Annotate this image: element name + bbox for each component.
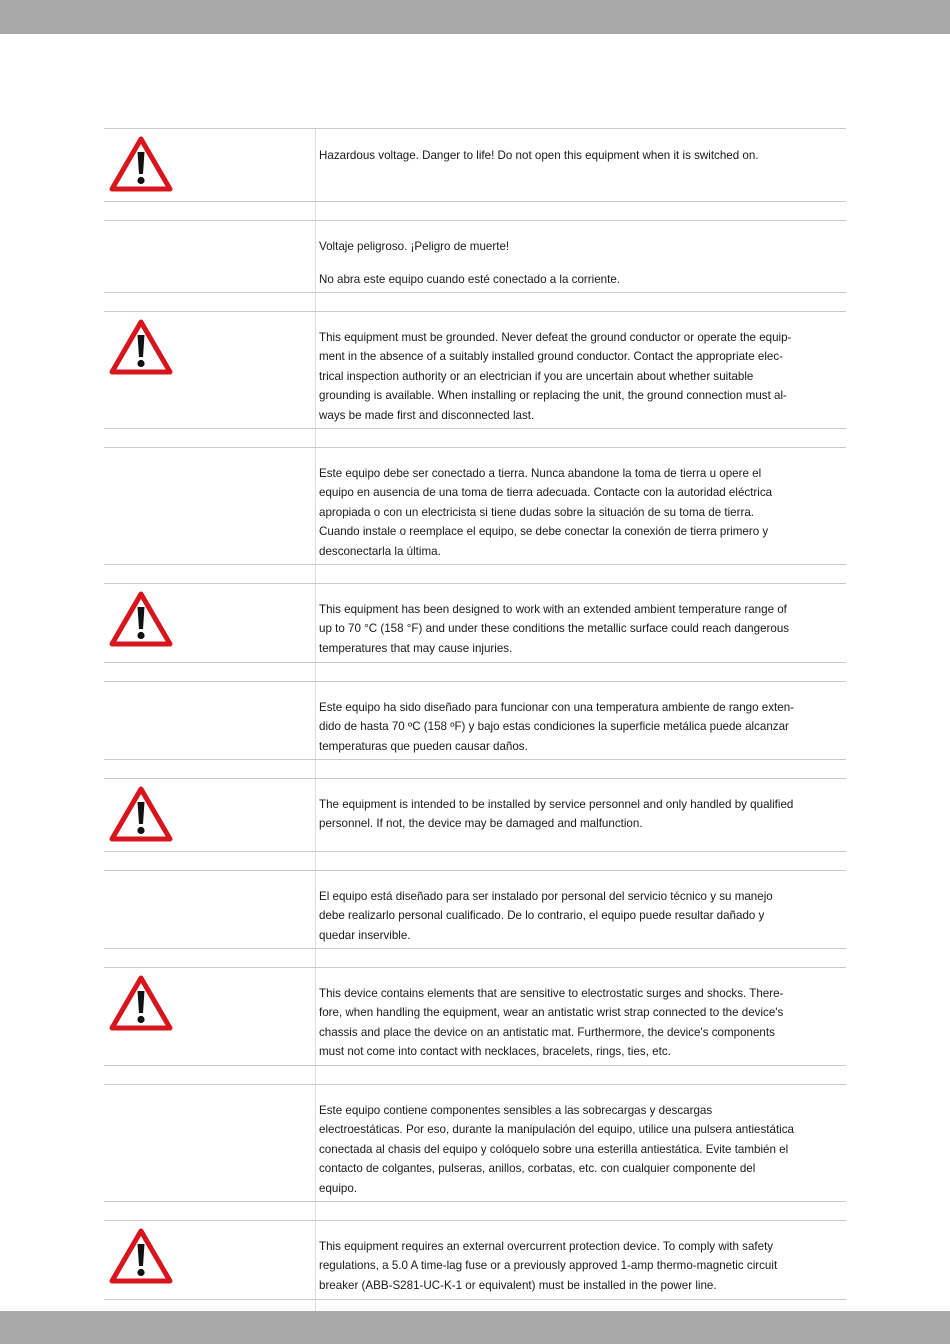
- warning-text-line: fore, when handling the equipment, wear an antistatic wrist strap connected to the device's: [319, 1006, 784, 1020]
- warning-text-line: contacto de colgantes, pulseras, anillos, corbatas, etc. con cualquier componente del: [319, 1162, 756, 1176]
- icon-cell: [104, 448, 315, 564]
- icon-cell: [104, 1085, 315, 1201]
- warning-text-cell: [315, 968, 846, 1065]
- warning-row-es: [104, 1084, 846, 1201]
- icon-cell: [104, 1221, 315, 1299]
- warning-text-cell: [315, 871, 846, 948]
- warning-text-line: personnel. If not, the device may be damaged and malfunction.: [319, 817, 643, 831]
- top-bar: [0, 0, 950, 34]
- warning-row-en: [104, 583, 846, 662]
- warning-triangle-icon: [108, 785, 174, 848]
- warning-text-line: Este equipo debe ser conectado a tierra. Nunca abandone la toma de tierra u opere el: [319, 467, 762, 480]
- icon-cell: [104, 221, 315, 292]
- warning-text-line: This equipment must be grounded. Never defeat the ground conductor or operate the equip-: [319, 331, 792, 344]
- warning-row-en: [104, 967, 846, 1065]
- icon-cell: [104, 312, 315, 428]
- warning-text-line: must not come into contact with necklaces, bracelets, rings, ties, etc.: [319, 1045, 671, 1059]
- warning-text-cell: [315, 129, 846, 201]
- warning-text-line: equipo.: [319, 1181, 358, 1195]
- warning-text-line: apropiada o con un electricista si tiene dudas sobre la situación de su toma de tierra.: [319, 505, 755, 519]
- row-separator: [104, 564, 846, 583]
- warning-text-cell: [315, 221, 846, 292]
- icon-cell: [104, 968, 315, 1065]
- warning-text-line: El equipo está diseñado para ser instalado por personal del servicio técnico y su manejo: [319, 890, 773, 903]
- warning-row-es: [104, 870, 846, 948]
- icon-cell: [104, 129, 315, 201]
- warning-text-line: dido de hasta 70 ºC (158 ºF) y bajo estas condiciones la superficie metálica puede alcanzar: [319, 720, 789, 734]
- icon-cell: [104, 871, 315, 948]
- warning-text-line: Cuando instale o reemplace el equipo, se debe conectar la conexión de tierra primero y: [319, 525, 769, 539]
- warning-text-line: electroestáticas. Por eso, durante la manipulación del equipo, utilice una pulsera antiestática: [319, 1123, 794, 1137]
- row-separator: [104, 428, 846, 447]
- warning-text-line: ment in the absence of a suitably installed ground conductor. Contact the appropriate elec-: [319, 350, 784, 364]
- warning-text-line: No abra este equipo cuando esté conectado a la corriente.: [319, 273, 620, 286]
- warning-text-line: trical inspection authority or an electrician if you are uncertain about whether suitable: [319, 369, 754, 383]
- warning-row-en: [104, 778, 846, 851]
- icon-cell: [104, 682, 315, 759]
- warning-text-line: temperaturas que pueden causar daños.: [319, 739, 528, 753]
- warning-text-line: Este equipo ha sido diseñado para funcionar con una temperatura ambiente de rango exten-: [319, 701, 795, 714]
- warning-triangle-icon: [108, 590, 174, 653]
- warning-row-en: [104, 128, 846, 201]
- warning-triangle-icon: [108, 1227, 174, 1290]
- row-separator: [104, 948, 846, 967]
- warning-text-line: equipo en ausencia de una toma de tierra adecuada. Contacte con la autoridad eléctrica: [319, 486, 773, 500]
- warning-text-line: ways be made first and disconnected last.: [319, 408, 535, 422]
- warning-text-cell: [315, 682, 846, 759]
- warning-text-cell: [315, 1085, 846, 1201]
- warning-text-line: Hazardous voltage. Danger to life! Do not open this equipment when it is switched on.: [319, 149, 759, 162]
- warning-text-cell: [315, 448, 846, 564]
- row-separator: [104, 1065, 846, 1084]
- warning-row-es: [104, 681, 846, 759]
- warning-text-line: chassis and place the device on an antistatic mat. Furthermore, the device's components: [319, 1025, 775, 1039]
- warning-text-line: This device contains elements that are sensitive to electrostatic surges and shocks. There-: [319, 987, 784, 1000]
- warning-text-line: This equipment requires an external overcurrent protection device. To comply with safety: [319, 1240, 774, 1253]
- warning-text-line: desconectarla la última.: [319, 544, 441, 558]
- warning-text-line: temperatures that may cause injuries.: [319, 641, 513, 655]
- warning-text-line: grounding is available. When installing or replacing the unit, the ground connection must al-: [319, 389, 787, 403]
- warning-text-line: conectada al chasis del equipo y colóquelo sobre una esterilla antiestática. Evite también el: [319, 1142, 789, 1156]
- warning-row-en: [104, 311, 846, 428]
- warning-text-cell: [315, 779, 846, 851]
- warning-triangle-icon: [108, 135, 174, 198]
- warning-text-cell: [315, 312, 846, 428]
- icon-cell: [104, 779, 315, 851]
- safety-warnings-table: [104, 128, 846, 1319]
- warning-row-es: [104, 447, 846, 564]
- warning-text-line: up to 70 °C (158 °F) and under these conditions the metallic surface could reach dangerous: [319, 622, 790, 636]
- warning-text-line: This equipment has been designed to work with an extended ambient temperature range of: [319, 603, 787, 616]
- icon-cell: [104, 584, 315, 662]
- warning-text-line: The equipment is intended to be installed by service personnel and only handled by qualified: [319, 798, 794, 811]
- warning-text-line: breaker (ABB-S281-UC-K-1 or equivalent) must be installed in the power line.: [319, 1278, 717, 1292]
- warning-text-line: Voltaje peligroso. ¡Peligro de muerte!: [319, 240, 510, 253]
- row-separator: [104, 759, 846, 778]
- warning-text-line: regulations, a 5.0 A time-lag fuse or a previously approved 1-amp thermo-magnetic circuit: [319, 1259, 778, 1273]
- row-separator: [104, 1201, 846, 1220]
- row-separator: [104, 201, 846, 220]
- warning-row-es: [104, 220, 846, 292]
- row-separator: [104, 851, 846, 870]
- warning-text-line: quedar inservible.: [319, 928, 411, 942]
- bottom-bar: [0, 1311, 950, 1344]
- warning-triangle-icon: [108, 974, 174, 1037]
- warning-text-line: Este equipo contiene componentes sensibles a las sobrecargas y descargas: [319, 1104, 713, 1117]
- row-separator: [104, 292, 846, 311]
- warning-row-en: [104, 1220, 846, 1299]
- warning-text-line: debe realizarlo personal cualificado. De lo contrario, el equipo puede resultar dañado y: [319, 909, 765, 923]
- warning-text-cell: [315, 1221, 846, 1299]
- warning-text-cell: [315, 584, 846, 662]
- row-separator: [104, 662, 846, 681]
- warning-triangle-icon: [108, 318, 174, 381]
